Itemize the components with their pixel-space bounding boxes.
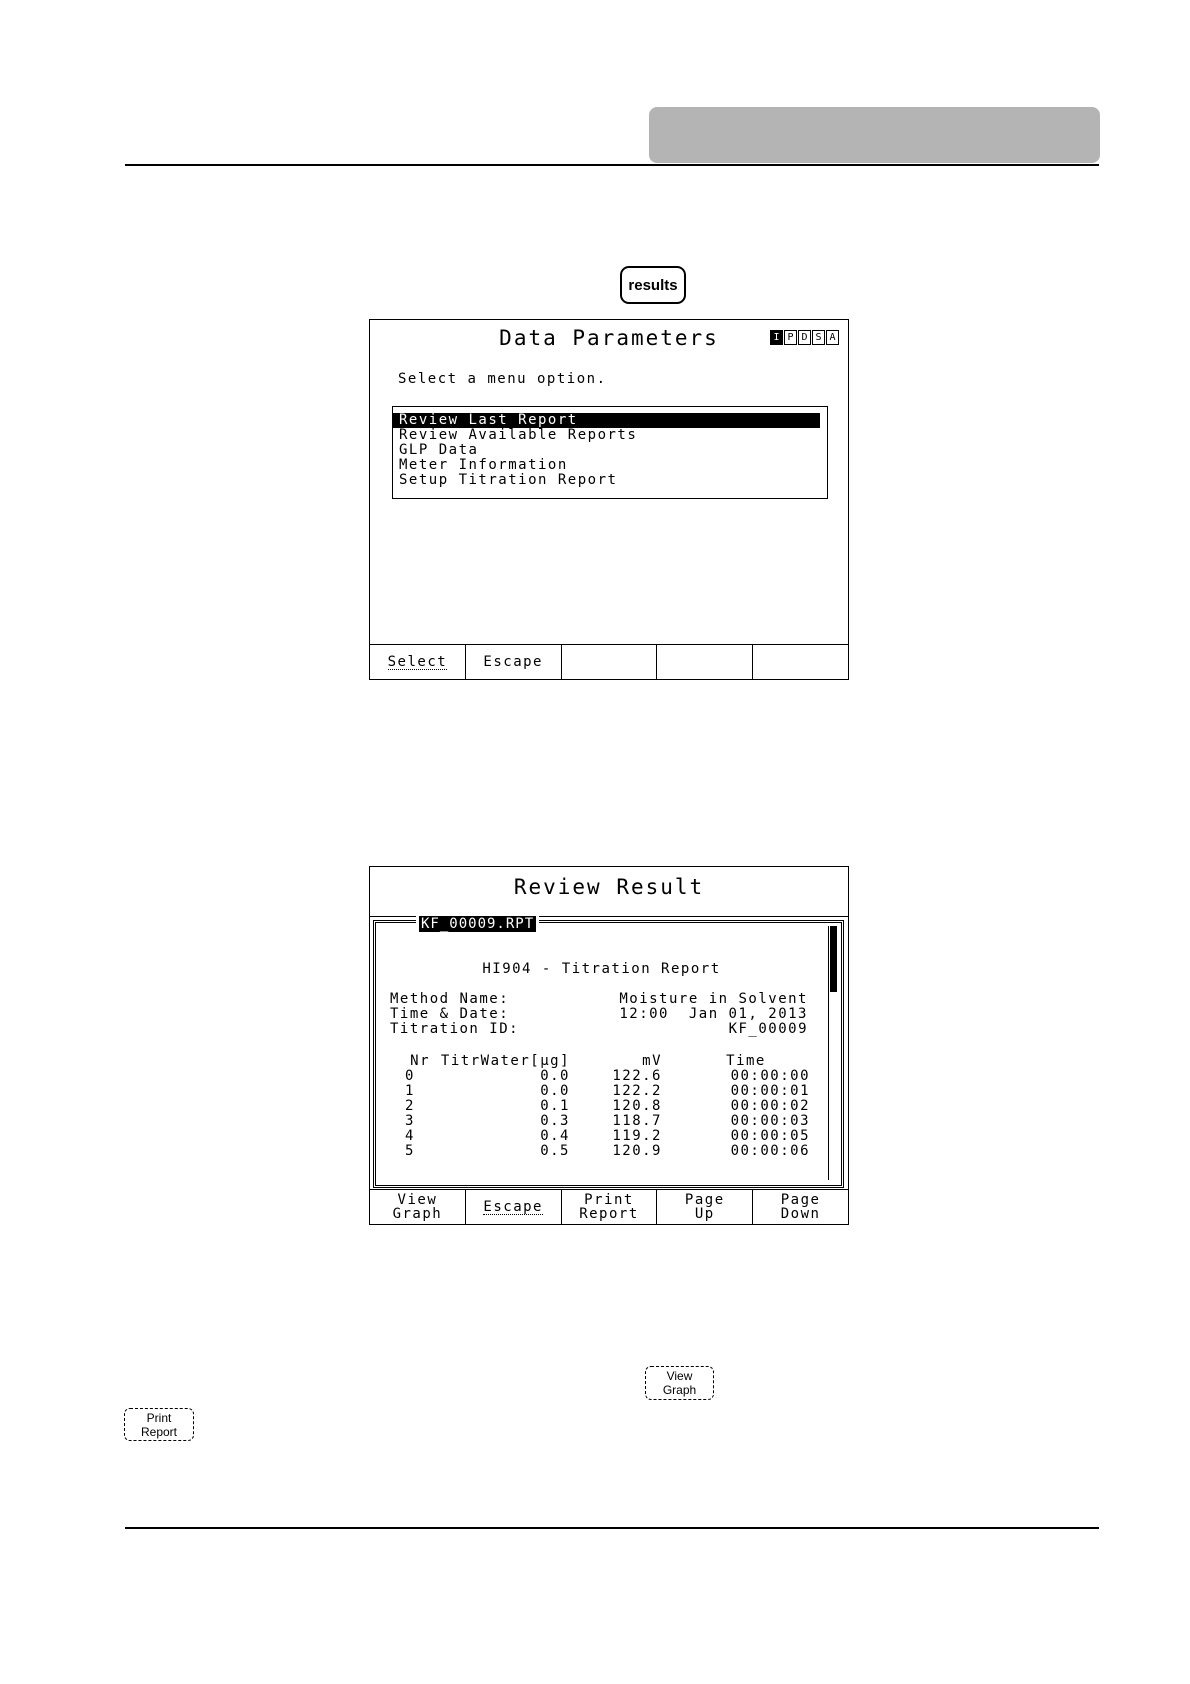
report-file-name: KF_00009.RPT <box>421 916 535 932</box>
view-graph-fkey[interactable] <box>370 1190 466 1224</box>
select-fkey[interactable] <box>370 645 466 679</box>
cell-time: 00:00:05 <box>730 1128 810 1144</box>
cell-mv: 122.6 <box>612 1068 662 1084</box>
cell-nr: 4 <box>405 1128 415 1144</box>
cell-nr: 3 <box>405 1113 415 1129</box>
status-indicator-p: P <box>784 330 797 345</box>
report-frame <box>373 916 844 1188</box>
titration-data-table <box>390 1054 810 1159</box>
table-row <box>390 1084 810 1099</box>
fkey-line1: Print <box>584 1192 634 1208</box>
fkey-line2: Graph <box>392 1206 443 1222</box>
table-row <box>390 1099 810 1114</box>
field-value-method-name: Moisture in Solvent <box>619 991 808 1007</box>
field-value-time-date: 12:00 Jan 01, 2013 <box>619 1006 808 1022</box>
select-fkey-label: Select <box>387 653 448 670</box>
footer-rule <box>125 1527 1099 1529</box>
escape-fkey[interactable]: Escape <box>466 645 562 679</box>
menu-item-meter-information[interactable]: Meter Information <box>399 457 568 473</box>
cell-time: 00:00:02 <box>730 1098 810 1114</box>
view-graph-softkey-icon <box>645 1366 714 1400</box>
report-file-tab <box>416 913 539 932</box>
report-title: HI904 - Titration Report <box>482 961 721 977</box>
page-down-fkey[interactable] <box>753 1190 848 1224</box>
cell-mv: 120.8 <box>612 1098 662 1114</box>
cell-titrwater: 0.0 <box>540 1068 570 1084</box>
header-tab <box>649 107 1100 163</box>
review-result-screen <box>369 866 849 1225</box>
column-header-nr: Nr <box>410 1053 430 1069</box>
header-rule <box>125 164 1099 166</box>
fkey-line2: Down <box>780 1206 821 1222</box>
cell-nr: 1 <box>405 1083 415 1099</box>
fkey-4[interactable] <box>657 645 753 679</box>
fkey-line2: Report <box>579 1206 639 1222</box>
softkey-line2: Report <box>140 1424 178 1439</box>
menu-prompt: Select a menu option. <box>398 371 607 387</box>
cell-mv: 122.2 <box>612 1083 662 1099</box>
column-header-time: Time <box>726 1053 766 1069</box>
softkey-line1: View <box>666 1369 693 1383</box>
function-key-row <box>370 1189 848 1224</box>
column-header-titrwater: TitrWater[µg] <box>440 1053 570 1069</box>
table-header-row <box>390 1054 810 1069</box>
column-header-mv: mV <box>642 1053 662 1069</box>
menu-item-review-last-report[interactable]: Review Last Report <box>393 413 820 428</box>
table-row <box>390 1069 810 1084</box>
menu-item-setup-titration-report[interactable]: Setup Titration Report <box>399 472 618 488</box>
cell-nr: 2 <box>405 1098 415 1114</box>
scroll-thumb[interactable] <box>830 926 837 992</box>
cell-mv: 119.2 <box>612 1128 662 1144</box>
fkey-line1: Page <box>780 1192 821 1208</box>
cell-titrwater: 0.4 <box>540 1128 570 1144</box>
screen-title: Review Result <box>513 875 705 899</box>
fkey-line1: View <box>397 1192 438 1208</box>
status-indicator-d: D <box>798 330 811 345</box>
page-up-fkey[interactable] <box>657 1190 753 1224</box>
function-key-row <box>370 644 848 679</box>
field-label-method-name: Method Name: <box>390 991 510 1007</box>
menu-list <box>392 406 828 499</box>
status-indicator-s: S <box>812 330 825 345</box>
cell-time: 00:00:03 <box>730 1113 810 1129</box>
fkey-line1: Page <box>684 1192 725 1208</box>
fkey-3[interactable] <box>562 645 658 679</box>
cell-titrwater: 0.0 <box>540 1083 570 1099</box>
cell-mv: 118.7 <box>612 1113 662 1129</box>
fkey-line1: Escape <box>483 1198 543 1215</box>
print-report-softkey-icon <box>124 1408 194 1441</box>
cell-nr: 0 <box>405 1068 415 1084</box>
results-key[interactable]: results <box>620 266 686 304</box>
softkey-line1: Print <box>146 1410 172 1425</box>
cell-time: 00:00:00 <box>730 1068 810 1084</box>
menu-item-review-available-reports[interactable]: Review Available Reports <box>399 427 638 443</box>
table-row <box>390 1114 810 1129</box>
escape-fkey[interactable] <box>466 1190 562 1224</box>
cell-titrwater: 0.1 <box>540 1098 570 1114</box>
status-indicator-a: A <box>826 330 839 345</box>
table-row <box>390 1144 810 1159</box>
cell-nr: 5 <box>405 1143 415 1159</box>
field-value-titration-id: KF_00009 <box>728 1021 808 1037</box>
screen-title: Data Parameters <box>499 326 719 350</box>
data-parameters-screen <box>369 319 849 680</box>
fkey-line2: Up <box>694 1206 715 1222</box>
field-label-time-date: Time & Date: <box>390 1006 510 1022</box>
cell-time: 00:00:01 <box>730 1083 810 1099</box>
cell-titrwater: 0.5 <box>540 1143 570 1159</box>
cell-time: 00:00:06 <box>730 1143 810 1159</box>
cell-titrwater: 0.3 <box>540 1113 570 1129</box>
status-indicator-i: I <box>770 330 783 345</box>
status-indicators <box>769 330 839 345</box>
field-label-titration-id: Titration ID: <box>390 1021 520 1037</box>
report-scrollbar[interactable] <box>828 926 838 1180</box>
cell-mv: 120.9 <box>612 1143 662 1159</box>
softkey-line2: Graph <box>662 1383 697 1397</box>
print-report-fkey[interactable] <box>562 1190 658 1224</box>
table-row <box>390 1129 810 1144</box>
fkey-5[interactable] <box>753 645 848 679</box>
menu-item-glp-data[interactable]: GLP Data <box>399 442 479 458</box>
